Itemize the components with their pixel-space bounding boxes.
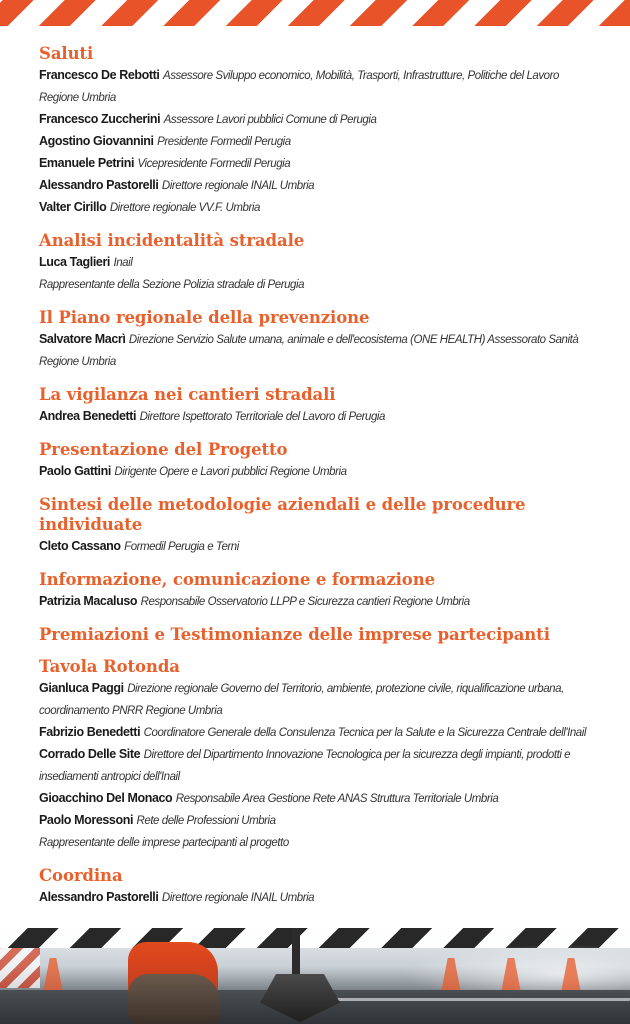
speaker-role: Direttore regionale INAIL Umbria	[161, 892, 315, 904]
speaker-name: Alessandro Pastorelli	[39, 178, 159, 192]
program-section	[39, 385, 599, 428]
speaker-name: Corrado Delle Site	[39, 747, 141, 761]
speaker-entry	[39, 887, 599, 909]
program-section	[39, 495, 599, 558]
speaker-name: Luca Taglieri	[39, 255, 110, 269]
speaker-entry	[39, 832, 599, 854]
speaker-entry	[39, 591, 599, 613]
shovel-handle	[292, 928, 300, 978]
program-section	[39, 657, 599, 854]
speaker-role: Formedil Perugia e Terni	[124, 541, 239, 553]
program-list	[39, 44, 599, 921]
speaker-entry	[39, 722, 599, 744]
section-title: Coordina	[39, 866, 123, 885]
speaker-role: Dirigente Opere e Lavori pubblici Regione Umbria	[114, 466, 347, 478]
speaker-entry	[39, 252, 599, 274]
speaker-role: Inail	[113, 257, 133, 269]
top-hazard-stripe	[0, 0, 630, 26]
section-title: La vigilanza nei cantieri stradali	[39, 385, 336, 404]
program-section	[39, 44, 599, 219]
roadwork-photo	[0, 928, 630, 1024]
speaker-role: Direzione Servizio Salute umana, animale e dell'ecosistema (ONE HEALTH) Assessorato Sanità Regione Umbria	[39, 334, 579, 368]
road-line	[329, 998, 630, 1001]
warning-sign-icon	[0, 948, 40, 988]
speaker-role: Vicepresidente Formedil Perugia	[137, 158, 291, 170]
speaker-role: Presidente Formedil Perugia	[157, 136, 291, 148]
speaker-name: Agostino Giovannini	[39, 134, 154, 148]
section-title: Analisi incidentalità stradale	[39, 231, 305, 250]
speaker-role: Assessore Sviluppo economico, Mobilità, Trasporti, Infrastrutture, Politiche del Lavoro Regione Umbria	[39, 70, 559, 104]
speaker-name: Francesco De Rebotti	[39, 68, 160, 82]
speaker-role: Direttore del Dipartimento Innovazione Tecnologica per la sicurezza degli impianti, prodotti e insediamenti antropici dell'Inail	[39, 749, 571, 783]
speaker-role: Direttore regionale INAIL Umbria	[161, 180, 315, 192]
speaker-entry	[39, 536, 599, 558]
section-title: Saluti	[39, 44, 94, 63]
section-title: Presentazione del Progetto	[39, 440, 288, 459]
speaker-entry	[39, 744, 599, 788]
speaker-name: Valter Cirillo	[39, 200, 107, 214]
speaker-name: Alessandro Pastorelli	[39, 890, 159, 904]
program-section	[39, 866, 599, 909]
program-section	[39, 308, 599, 373]
speaker-name: Paolo Gattini	[39, 464, 111, 478]
speaker-entry	[39, 153, 599, 175]
speaker-role: Responsabile Area Gestione Rete ANAS Struttura Territoriale Umbria	[175, 793, 499, 805]
speaker-entry	[39, 329, 599, 373]
speaker-entry	[39, 65, 599, 109]
speaker-entry	[39, 678, 599, 722]
speaker-entry	[39, 274, 599, 296]
program-section	[39, 231, 599, 296]
speaker-name: Patrizia Macaluso	[39, 594, 138, 608]
speaker-name: Gioacchino Del Monaco	[39, 791, 173, 805]
speaker-role: Direttore regionale VV.F. Umbria	[109, 202, 260, 214]
speaker-role: Rete delle Professioni Umbria	[136, 815, 276, 827]
speaker-entry	[39, 131, 599, 153]
program-section	[39, 570, 599, 613]
speaker-entry	[39, 197, 599, 219]
program-section	[39, 625, 599, 645]
speaker-name: Fabrizio Benedetti	[39, 725, 141, 739]
speaker-name: Andrea Benedetti	[39, 409, 137, 423]
speaker-role: Direzione regionale Governo del Territorio, ambiente, protezione civile, riqualificazione urbana, coordinamento PNRR Regione Umbria	[39, 683, 564, 717]
speaker-role: Responsabile Osservatorio LLPP e Sicurezza cantieri Regione Umbria	[140, 596, 470, 608]
speaker-name: Paolo Moressoni	[39, 813, 134, 827]
section-title: Tavola Rotonda	[39, 657, 180, 676]
section-title: Sintesi delle metodologie aziendali e delle procedure individuate	[39, 495, 526, 534]
speaker-name: Salvatore Macrì	[39, 332, 126, 346]
speaker-name: Cleto Cassano	[39, 539, 121, 553]
speaker-entry	[39, 810, 599, 832]
section-title: Il Piano regionale della prevenzione	[39, 308, 370, 327]
speaker-role: Assessore Lavori pubblici Comune di Perugia	[163, 114, 377, 126]
speaker-entry	[39, 461, 599, 483]
speaker-entry	[39, 175, 599, 197]
program-section	[39, 440, 599, 483]
speaker-role: Direttore Ispettorato Territoriale del Lavoro di Perugia	[139, 411, 385, 423]
section-title: Informazione, comunicazione e formazione	[39, 570, 436, 589]
speaker-entry	[39, 406, 599, 428]
speaker-name: Francesco Zuccherini	[39, 112, 161, 126]
speaker-role: Coordinatore Generale della Consulenza Tecnica per la Salute e la Sicurezza Centrale dell'Inail	[143, 727, 586, 739]
speaker-name: Gianluca Paggi	[39, 681, 124, 695]
speaker-role: Rappresentante delle imprese partecipanti al progetto	[39, 837, 289, 849]
section-title: Premiazioni e Testimonianze delle imprese partecipanti	[39, 625, 550, 644]
speaker-name: Emanuele Petrini	[39, 156, 135, 170]
speaker-role: Rappresentante della Sezione Polizia stradale di Perugia	[39, 279, 305, 291]
speaker-entry	[39, 788, 599, 810]
work-boot-icon	[128, 974, 220, 1024]
speaker-entry	[39, 109, 599, 131]
